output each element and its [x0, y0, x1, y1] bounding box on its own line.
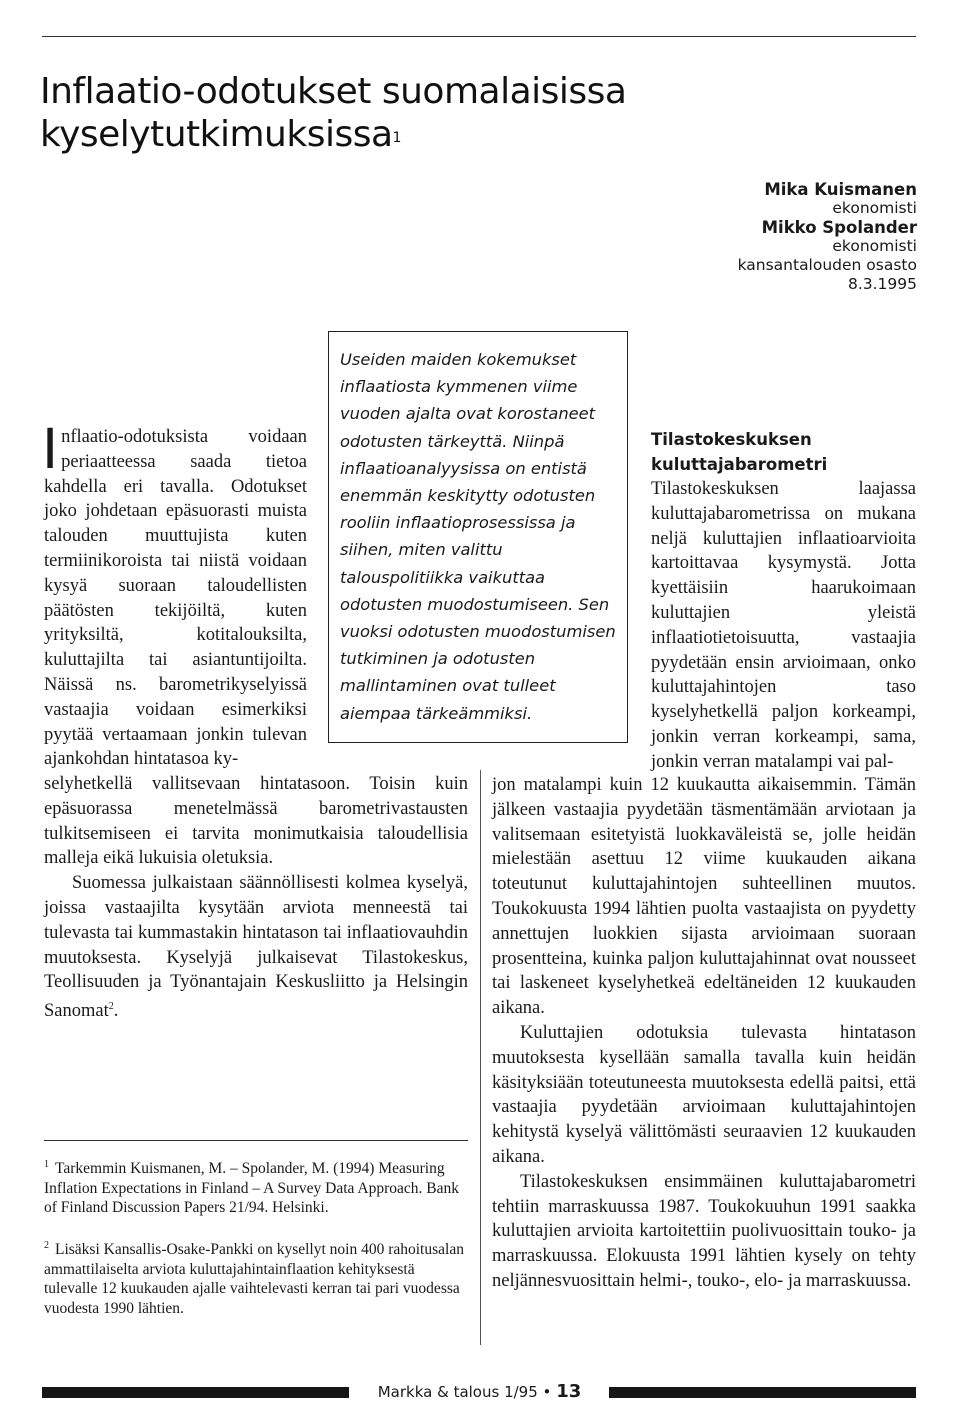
footnote-1-text: Tarkemmin Kuismanen, M. – Spolander, M. (1994) Measuring Inflation Expectations in Finland – A Survey Data Approach. Bank of Finland Discussion Papers 21/94. Helsinki. — [44, 1160, 459, 1217]
surveys-text: Suomessa julkaistaan säännöllisesti kolmea kyselyä, joissa vastaajilta kysytään arviota menneestä tai tulevasta tai kummastakin hintatason tai inflaatiovauhdin muutoksesta. Kyselyjä julkaisevat Tilastokeskus, Teollisuuden ja Työnantajain Keskusliitto ja Helsingin Sanomat — [44, 873, 468, 1022]
section-paragraph-start: Tilastokeskuksen laajassa kuluttajabarometrissa on mukana neljä kuluttajien inflaatioarvioita kartoittavaa kysymystä. Jotta kyettäisiin haarukoimaan kuluttajien yleistä inflaatiotietoisuutta, vastaajia pyydetään ensin arvioimaan, onko kuluttajahintojen taso kyselyhetkellä paljon korkeampi, jonkin verran korkeampi, sama, jonkin verran matalampi vai pal- — [651, 479, 916, 772]
footnotes — [44, 1155, 468, 1336]
author-1-title: ekonomisti — [832, 199, 917, 217]
footnote-1-mark: 1 — [44, 1159, 49, 1170]
intro-column-narrow — [42, 416, 307, 772]
history-paragraph: Tilastokeskuksen ensimmäinen kuluttajabarometri tehtiin marraskuussa 1987. Toukokuuhun 1991 saakka kuluttajien arvioita kartoitettiin puolivuosittain touko- ja marraskuussa. Elokuusta 1991 lähtien kysely on tehty neljännesvuosittain helmi-, touko-, elo- ja marraskuussa. — [492, 1171, 916, 1291]
article-title — [40, 70, 740, 156]
author-block — [557, 180, 917, 294]
intro-paragraph-start — [42, 416, 307, 772]
footnote-2-text: Lisäksi Kansallis-Osake-Pankki on kysellyt noin 400 rahoitusalan ammattilaiselta arviota kuluttajahintainflaation kehityksestä tulevalle 12 kuukauden ajalle vaihtelevasti kerran tai pari vuodessa vuodesta 1990 lähtien. — [44, 1241, 464, 1317]
pull-quote-box — [328, 331, 628, 743]
top-rule — [42, 36, 916, 37]
surveys-footnote-mark: 2 — [108, 1001, 114, 1013]
section-heading-line-2: kuluttajabarometri — [651, 455, 828, 474]
title-footnote-mark: 1 — [392, 130, 401, 146]
section-column-wide — [492, 773, 916, 1294]
pull-quote-text: Useiden maiden kokemukset inflaatiosta kymmenen viime vuoden ajalta ovat korostaneet odotusten tärkeyttä. Niinpä inflaatioanalyysissa on entistä enemmän keskitytty odotusten rooliin inflaatioprosessissa ja siihen, miten valittu talouspolitiikka vaikuttaa odotusten muodostumiseen. Sen vuoksi odotusten muodostumisen tutkiminen ja odotusten mallintaminen ovat tulleet aiempaa tärkeämmiksi. — [340, 350, 616, 723]
footer-bar-right — [609, 1387, 916, 1398]
author-2-title: ekonomisti — [832, 237, 917, 255]
footer-separator: • — [542, 1383, 552, 1401]
dropcap-letter: I — [42, 416, 59, 481]
footer-bar-left — [42, 1387, 349, 1398]
expectations-paragraph: Kuluttajien odotuksia tulevasta hintatason muutoksesta kysellään samalla tavalla kuin heidän käsityksiään toteutuneesta muutoksesta edellä paitsi, että vastaajia pyydetään arvioimaan kuluttajahintojen kehitystä kyselyä välittömästi seuraavien 12 kuukauden aikana. — [492, 1022, 916, 1167]
page-number: 13 — [556, 1381, 582, 1402]
surveys-end: . — [113, 1001, 119, 1022]
intro-column-wide — [44, 772, 468, 1024]
date: 8.3.1995 — [847, 275, 917, 293]
section-column-narrow — [651, 427, 916, 775]
title-line-2: kyselytutkimuksissa — [40, 114, 393, 155]
surveys-paragraph — [44, 871, 468, 1024]
footnote-2-mark: 2 — [44, 1239, 49, 1251]
title-line-1: Inflaatio-odotukset suomalaisissa — [40, 71, 627, 112]
author-2-name: Mikko Spolander — [761, 218, 917, 237]
section-paragraph-continued: jon matalampi kuin 12 kuukautta aikaisemmin. Tämän jälkeen vastaajia pyydetään täsmentämään arviotaan ja valitsemaan esitetyistä luokkaväleistä se, jolle heidän mielestään asettuu 12 viime kuukauden aikana toteutunut kuluttajahintojen suhteellinen muutos. Toukokuusta 1994 lähtien puolta vastaajista on pyydetty annettujen luokkien sijasta arvioimaan suoraan prosentteina, kuinka paljon kuluttajahinnat ovat nousseet tai laskeneet kyselyhetkeä edeltäneiden 12 kuukauden aikana. — [492, 775, 916, 1019]
publication-name: Markka & talous 1/95 — [377, 1383, 538, 1401]
department: kansantalouden osasto — [737, 256, 917, 274]
footnote-2 — [44, 1236, 468, 1319]
footnote-rule — [44, 1140, 468, 1141]
intro-first-line: nflaatio-odotuksista voidaan — [61, 427, 307, 447]
intro-paragraph-continued: selyhetkellä vallitsevaan hintatasoon. Toisin kuin epäsuorassa menetelmässä barometrivastausten tulkitsemiseen ei tarvita monimutkaisia taloudellisia malleja eikä lukuisia oletuksia. — [44, 774, 468, 869]
footnote-1 — [44, 1155, 468, 1218]
column-divider — [480, 770, 481, 1345]
author-1-name: Mika Kuismanen — [764, 180, 917, 199]
section-heading-line-1: Tilastokeskuksen — [651, 430, 812, 449]
section-heading — [651, 427, 916, 477]
page-footer — [350, 1381, 609, 1403]
intro-narrow-text: periaatteessa saada tietoa kahdella eri tavalla. Odotukset joko johdetaan epäsuorasti muista talouden muuttujista kuten termiinikoroista tai niistä voidaan kysyä suoraan taloudellisten päätösten tekijöiltä, kuten yrityksiltä, kotitalouksilta, kuluttajilta tai asiantuntijoilta. Näissä ns. barometrikyselyissä vastaajia voidaan esimerkiksi pyytää vertaamaan jonkin tulevan ajankohdan hintatasoa ky- — [44, 451, 307, 770]
